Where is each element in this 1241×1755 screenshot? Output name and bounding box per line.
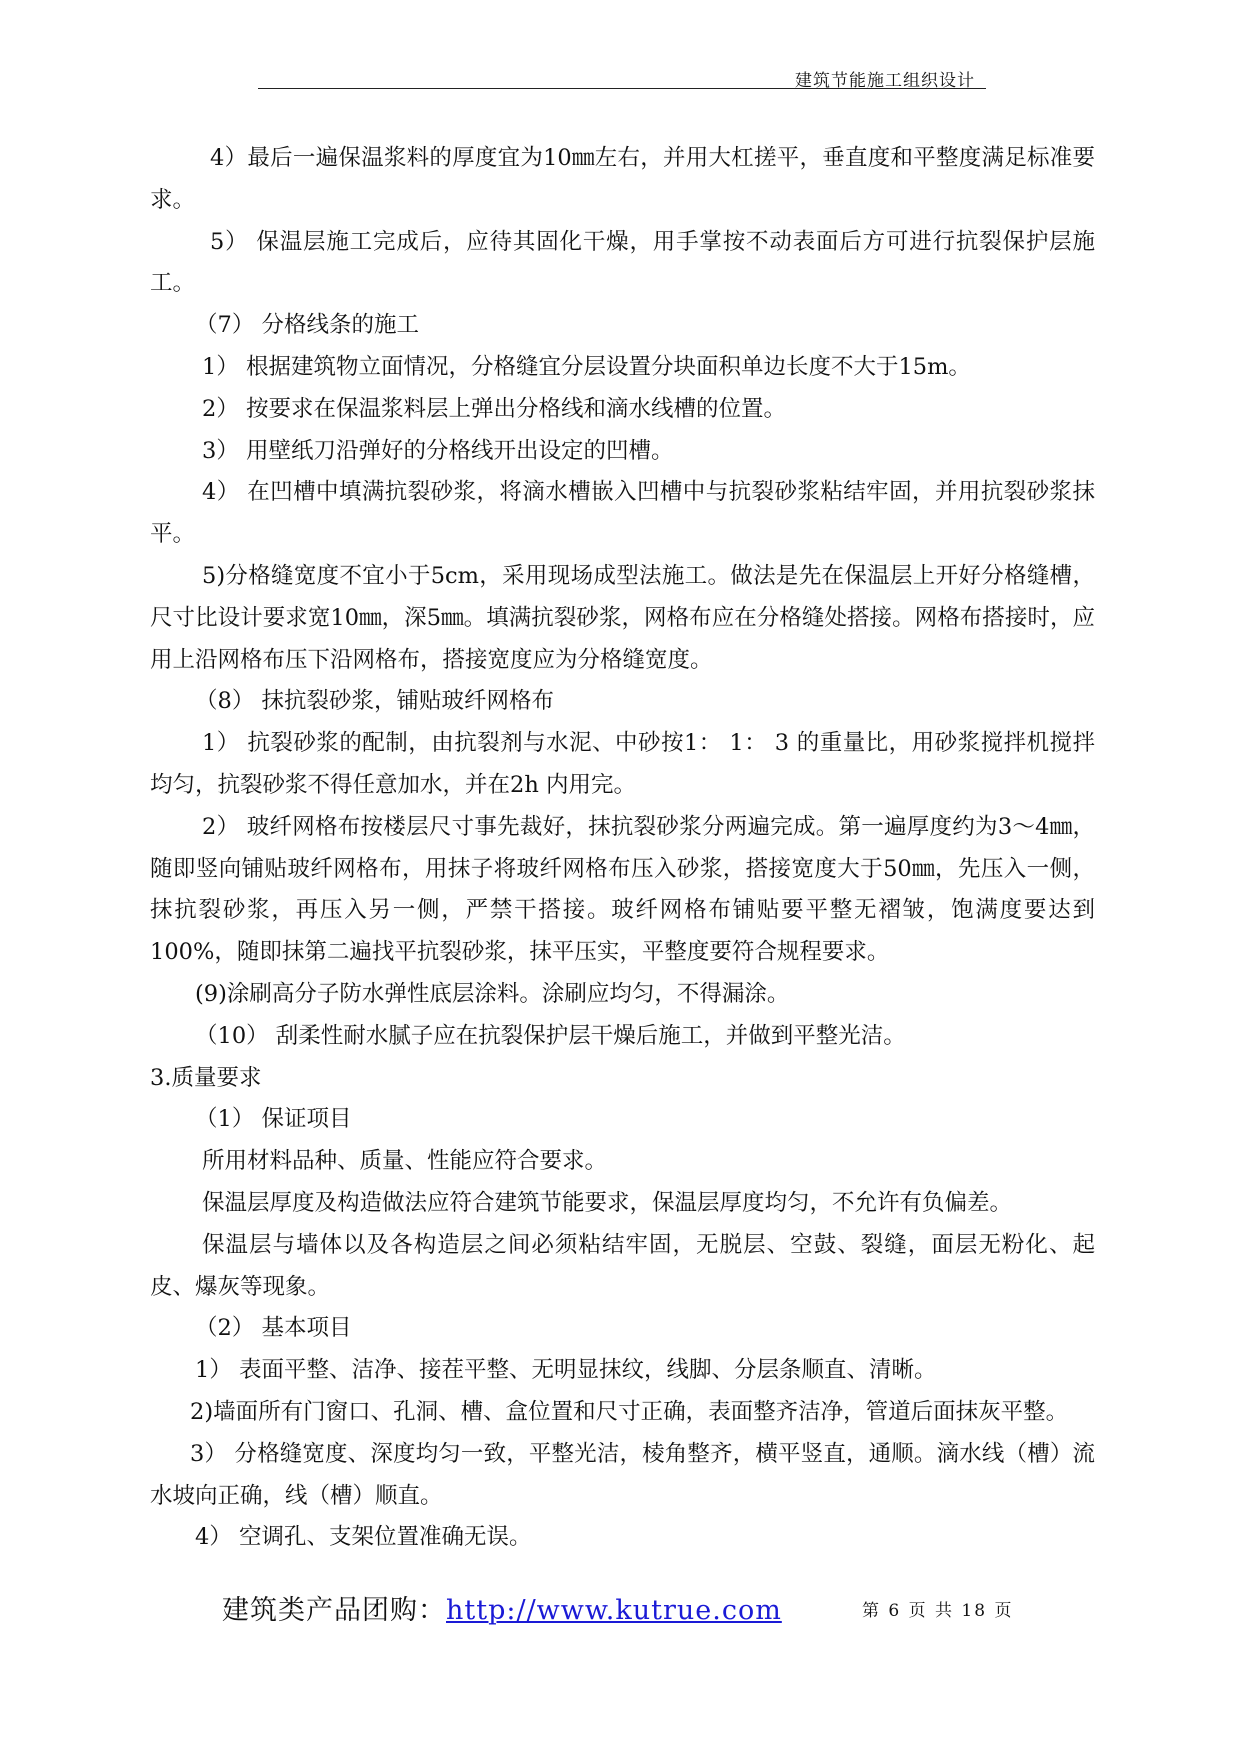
paragraph: 保温层与墙体以及各构造层之间必须粘结牢固，无脱层、空鼓、裂缝，面层无粉化、起皮、爆灰等现象。	[150, 1231, 1095, 1300]
document-body	[150, 138, 1095, 1559]
paragraph: 1） 抗裂砂浆的配制，由抗裂剂与水泥、中砂按1： 1： 3 的重量比，用砂浆搅拌机搅拌均匀，抗裂砂浆不得任意加水，并在2h 内用完。	[150, 730, 1095, 798]
paragraph: 2） 按要求在保温浆料层上弹出分格线和滴水线槽的位置。	[202, 395, 786, 422]
paragraph: 2)墙面所有门窗口、孔洞、槽、盒位置和尺寸正确，表面整齐洁净，管道后面抹灰平整。	[190, 1398, 1069, 1425]
paragraph: （8） 抹抗裂砂浆，铺贴玻纤网格布	[195, 688, 554, 715]
paragraph: 4） 在凹槽中填满抗裂砂浆，将滴水槽嵌入凹槽中与抗裂砂浆粘结牢固，并用抗裂砂浆抹平。	[150, 479, 1095, 548]
paragraph: 1） 根据建筑物立面情况，分格缝宜分层设置分块面积单边长度不大于15m。	[202, 353, 971, 380]
paragraph: 保温层厚度及构造做法应符合建筑节能要求，保温层厚度均匀，不允许有负偏差。	[202, 1189, 1013, 1216]
paragraph: 4） 空调孔、支架位置准确无误。	[195, 1524, 532, 1551]
paragraph: 4）最后一遍保温浆料的厚度宜为10㎜左右，并用大杠搓平，垂直度和平整度满足标准要求。	[150, 145, 1095, 213]
footer-promo-link[interactable]: http://www.kutrue.com	[446, 1595, 782, 1626]
paragraph: （1） 保证项目	[195, 1106, 352, 1133]
paragraph: 3.质量要求	[150, 1064, 262, 1091]
paragraph: (9)涂刷高分子防水弹性底层涂料。涂刷应均匀，不得漏涂。	[195, 980, 790, 1007]
paragraph: （2） 基本项目	[195, 1315, 352, 1342]
paragraph: 所用材料品种、质量、性能应符合要求。	[202, 1148, 608, 1175]
footer-promo-label: 建筑类产品团购：	[222, 1595, 446, 1626]
footer-page-info: 第 6 页 共 18 页	[862, 1601, 1014, 1621]
paragraph: 5） 保温层施工完成后，应待其固化干燥，用手掌按不动表面后方可进行抗裂保护层施工。	[150, 228, 1095, 297]
paragraph: （7） 分格线条的施工	[195, 312, 419, 339]
footer-promo	[222, 1588, 782, 1627]
paragraph: 1） 表面平整、洁净、接茬平整、无明显抹纹，线脚、分层条顺直、清晰。	[195, 1357, 937, 1384]
header-title: 建筑节能施工组织设计	[795, 71, 975, 91]
header-rule	[258, 88, 986, 89]
paragraph: 2） 玻纤网格布按楼层尺寸事先裁好，抹抗裂砂浆分两遍完成。第一遍厚度约为3～4㎜，随即竖向铺贴玻纤网格布，用抹子将玻纤网格布压入砂浆，搭接宽度大于50㎜，先压入一侧，抹抗裂砂浆，再压入另一侧，严禁干搭接。玻纤网格布铺贴要平整无褶皱，饱满度要达到100%，随即抹第二遍找平抗裂砂浆，抹平压实，平整度要符合规程要求。	[150, 813, 1095, 966]
paragraph: （10） 刮柔性耐水腻子应在抗裂保护层干燥后施工，并做到平整光洁。	[195, 1022, 906, 1049]
paragraph: 3） 分格缝宽度、深度均匀一致，平整光洁，棱角整齐，横平竖直，通顺。滴水线（槽）流水坡向正确，线（槽）顺直。	[150, 1440, 1095, 1509]
paragraph: 3） 用壁纸刀沿弹好的分格线开出设定的凹槽。	[202, 437, 674, 464]
paragraph: 5)分格缝宽度不宜小于5cm，采用现场成型法施工。做法是先在保温层上开好分格缝槽，尺寸比设计要求宽10㎜，深5㎜。填满抗裂砂浆，网格布应在分格缝处搭接。网格布搭接时，应用上沿网格布压下沿网格布，搭接宽度应为分格缝宽度。	[150, 562, 1095, 673]
